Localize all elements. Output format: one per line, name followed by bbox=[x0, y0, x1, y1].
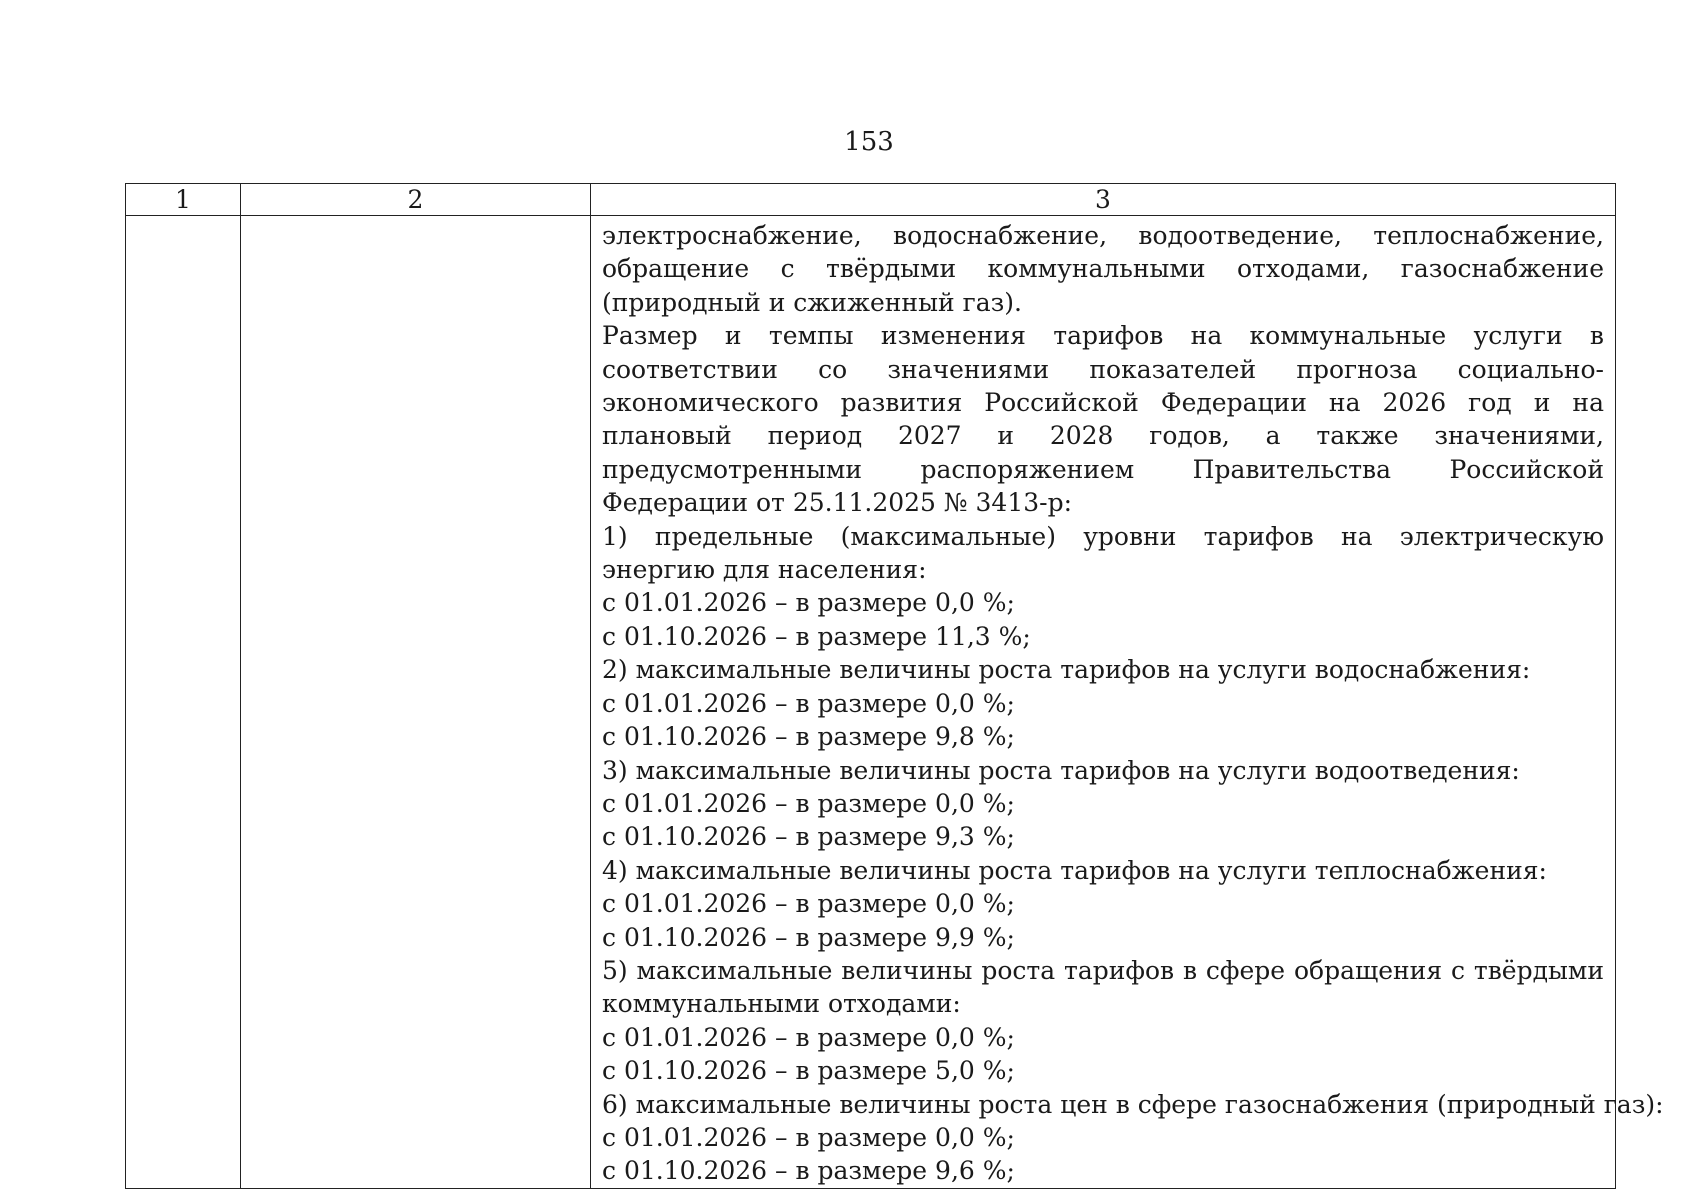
text-line: с 01.01.2026 – в размере 0,0 %; bbox=[602, 788, 1015, 818]
text-paragraph: 5) максимальные величины роста тарифов в сфере обращения с твёрдыми коммунальными отходами: bbox=[602, 955, 1604, 1019]
table-row bbox=[126, 216, 1616, 1189]
text-line: 6) максимальные величины роста цен в сфере газоснабжения (природный газ): bbox=[602, 1089, 1664, 1119]
text-line: с 01.01.2026 – в размере 0,0 %; bbox=[602, 688, 1015, 718]
text-line: 2) максимальные величины роста тарифов на услуги водоснабжения: bbox=[602, 655, 1531, 685]
text-line: с 01.01.2026 – в размере 0,0 %; bbox=[602, 1122, 1015, 1152]
text-paragraph: электроснабжение, водоснабжение, водоотведение, теплоснабжение, обращение с твёрдыми коммунальными отходами, газоснабжение (природный и сжиженный газ). bbox=[602, 221, 1604, 317]
column-header-2: 2 bbox=[241, 184, 591, 216]
column-3-content bbox=[591, 216, 1664, 1188]
text-line: с 01.10.2026 – в размере 9,8 %; bbox=[602, 722, 1015, 752]
document-table bbox=[125, 183, 1664, 1189]
column-header-3: 3 bbox=[591, 184, 1616, 216]
page-number: 153 bbox=[844, 127, 894, 157]
text-line: 3) максимальные величины роста тарифов на услуги водоотведения: bbox=[602, 755, 1520, 785]
text-line: с 01.01.2026 – в размере 0,0 %; bbox=[602, 588, 1015, 618]
text-paragraph: Размер и темпы изменения тарифов на коммунальные услуги в соответствии со значениями показателей прогноза социально-экономического развития Российской Федерации на 2026 год и на плановый период 2027 и 2028 годов, а также значениями, предусмотренными распоряжением Правительства Российской Федерации от 25.11.2025 № 3413-р: bbox=[602, 321, 1604, 518]
column-3-cell bbox=[591, 216, 1664, 1189]
column-header-1: 1 bbox=[126, 184, 241, 216]
table-header-row bbox=[126, 184, 1616, 216]
text-line: с 01.01.2026 – в размере 0,0 %; bbox=[602, 889, 1015, 919]
text-line: 4) максимальные величины роста тарифов на услуги теплоснабжения: bbox=[602, 855, 1547, 885]
text-line: с 01.10.2026 – в размере 5,0 %; bbox=[602, 1056, 1015, 1086]
text-line: с 01.10.2026 – в размере 9,9 %; bbox=[602, 922, 1015, 952]
text-line: с 01.10.2026 – в размере 9,3 %; bbox=[602, 822, 1015, 852]
text-line: с 01.10.2026 – в размере 9,6 %; bbox=[602, 1156, 1015, 1186]
text-line: с 01.10.2026 – в размере 11,3 %; bbox=[602, 621, 1031, 651]
text-paragraph: 1) предельные (максимальные) уровни тарифов на электрическую энергию для населения: bbox=[602, 521, 1604, 585]
text-line: с 01.01.2026 – в размере 0,0 %; bbox=[602, 1022, 1015, 1052]
column-2-cell bbox=[241, 216, 591, 1189]
column-1-cell bbox=[126, 216, 241, 1189]
